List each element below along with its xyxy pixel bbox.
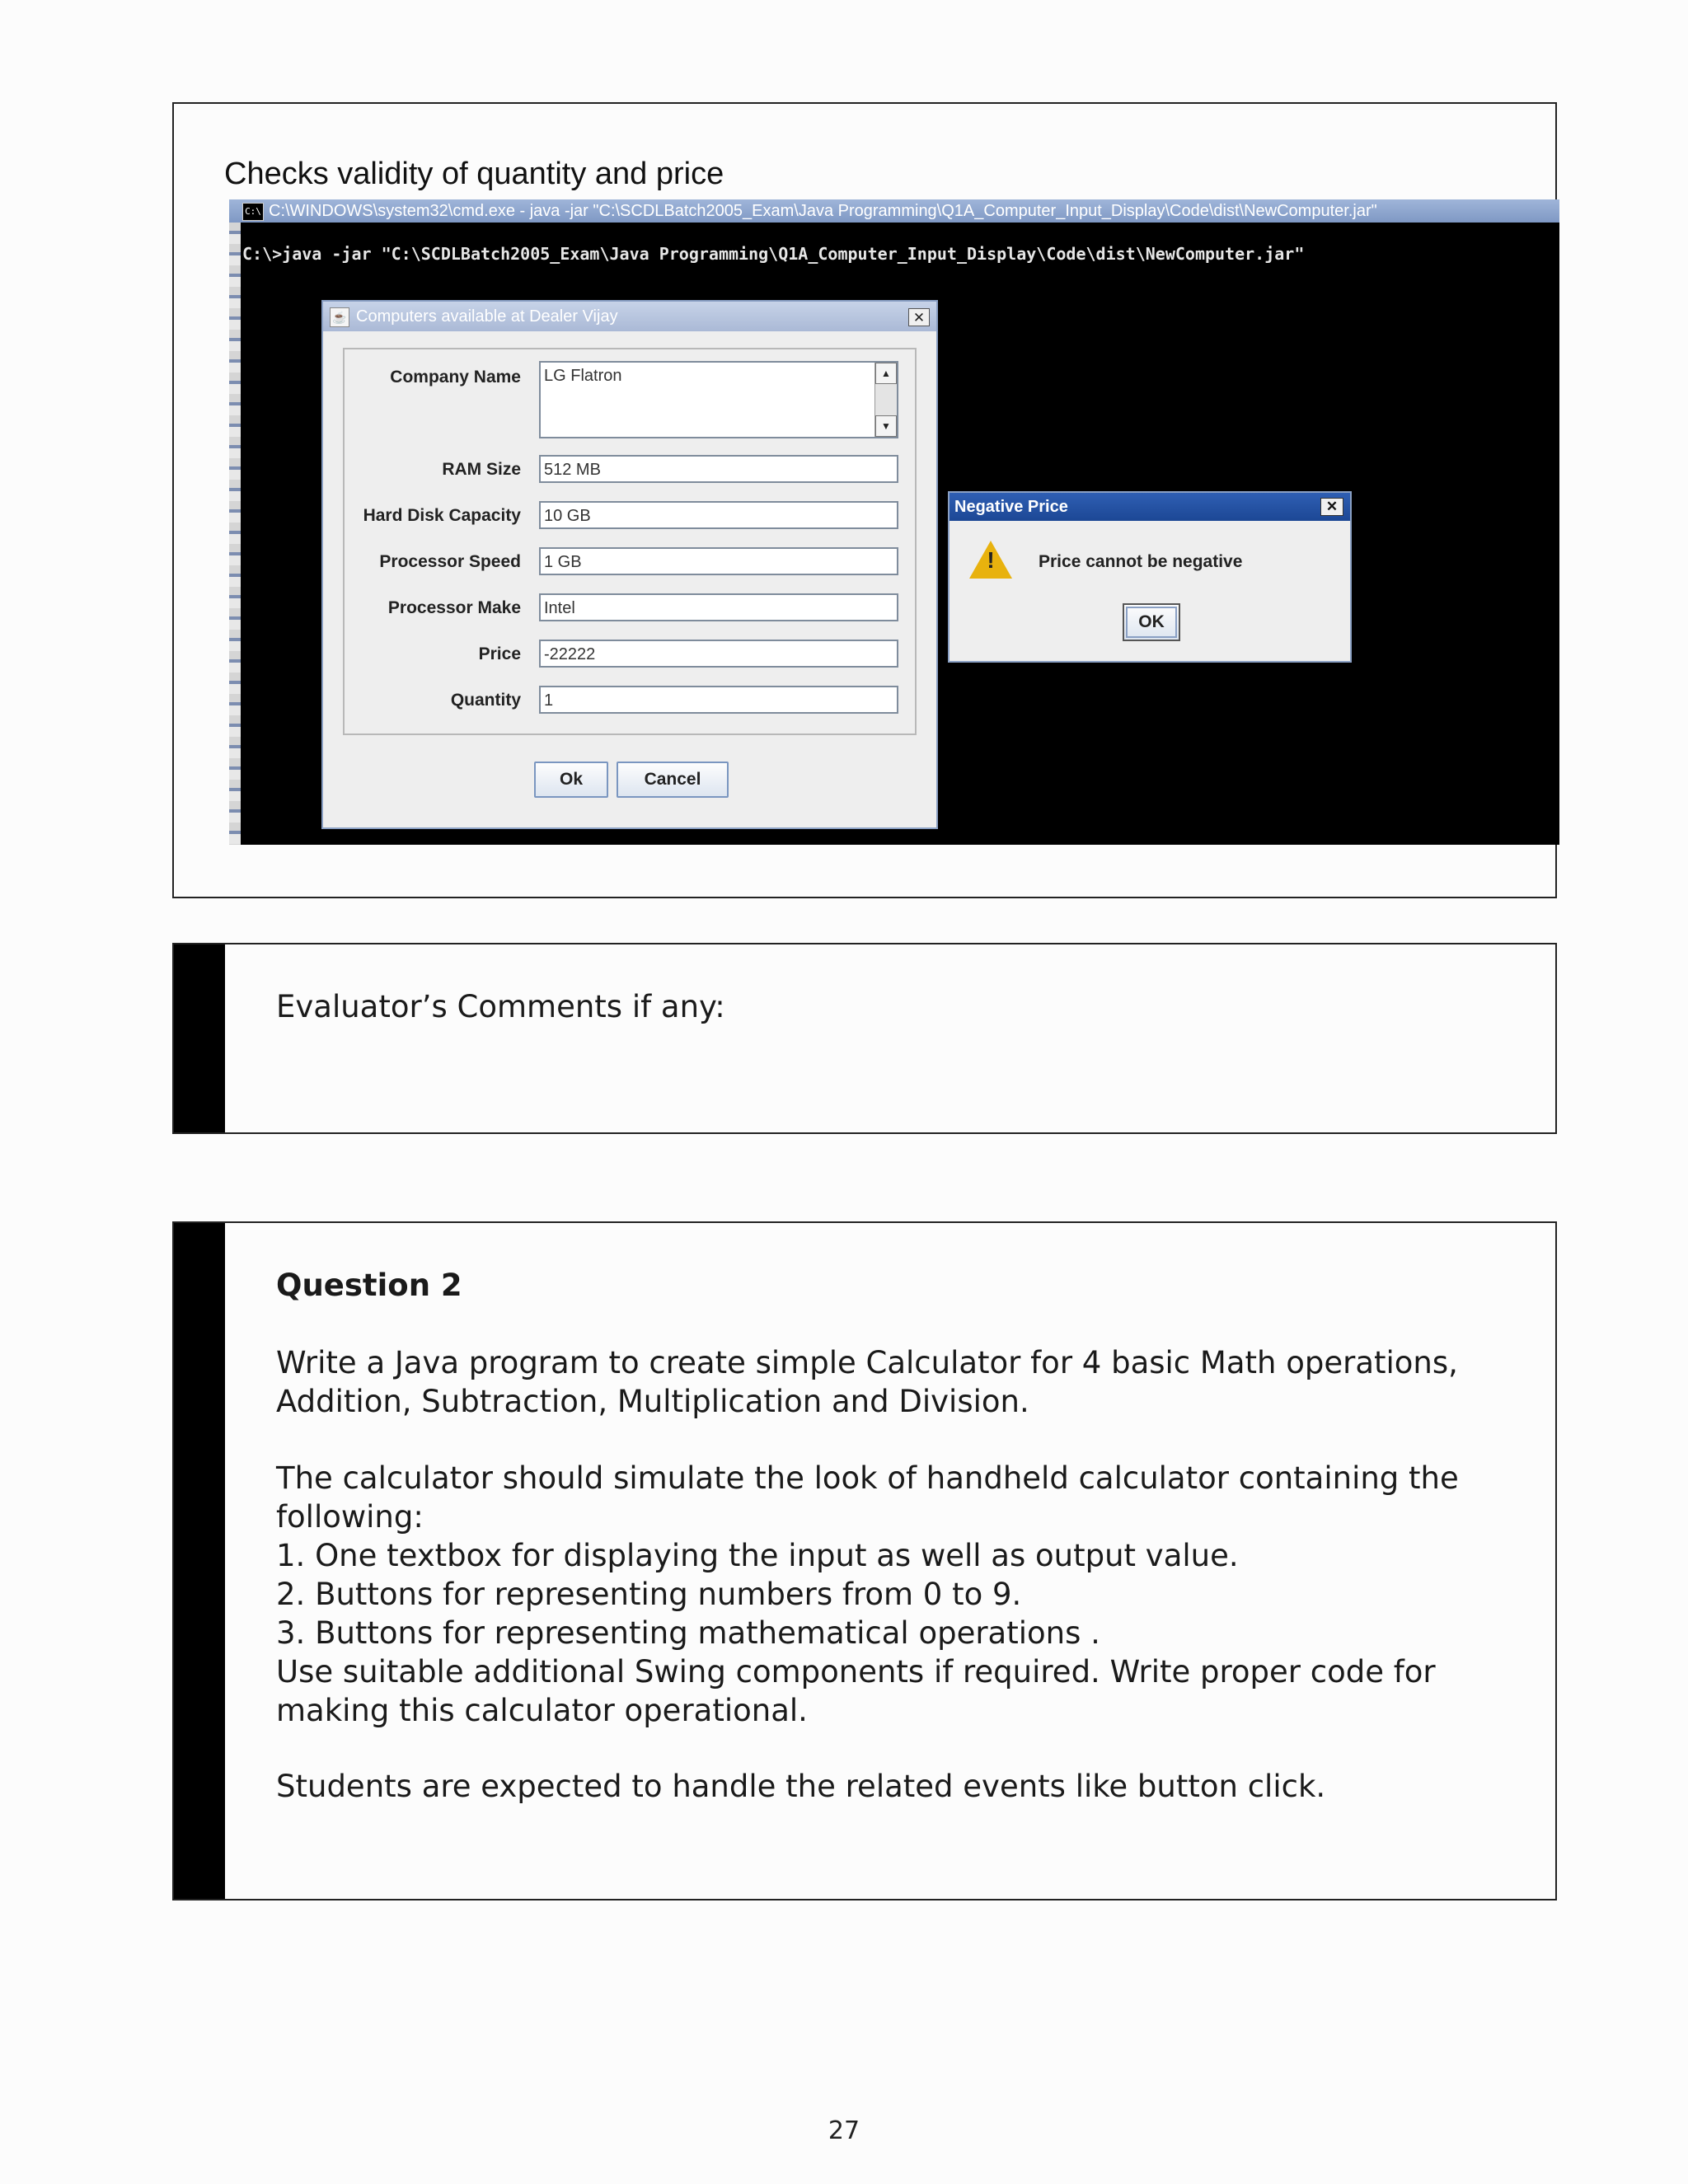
hdd-input[interactable]: 10 GB	[539, 501, 898, 529]
speed-row	[345, 547, 915, 577]
price-row	[345, 640, 915, 669]
list-item: 2. Buttons for representing numbers from 0 to 9.	[276, 1577, 1022, 1612]
price-label: Price	[478, 644, 521, 663]
question-box	[172, 1221, 1557, 1900]
company-label: Company Name	[390, 368, 521, 387]
section-heading: Checks validity of quantity and price	[224, 157, 724, 191]
make-label: Processor Make	[387, 598, 521, 617]
quantity-input[interactable]: 1	[539, 686, 898, 714]
make-input[interactable]: Intel	[539, 593, 898, 621]
question-paragraph-1	[276, 1343, 1506, 1421]
background-window-strip	[229, 223, 241, 845]
computer-input-frame	[321, 300, 938, 829]
frame-title: Computers available at Dealer Vijay	[356, 307, 618, 326]
company-scrollbar[interactable]	[874, 363, 897, 437]
screenshot-box	[172, 102, 1557, 898]
text-line: following:	[276, 1499, 424, 1535]
speed-input[interactable]: 1 GB	[539, 547, 898, 575]
box-sidebar	[174, 944, 225, 1132]
cmd-title-text: C:\WINDOWS\system32\cmd.exe - java -jar "C:\SCDLBatch2005_Exam\Java Programming\Q1A_Computer_Input_Display\Code\dist\NewComputer.jar"	[269, 202, 1377, 220]
cancel-button[interactable]: Cancel	[617, 762, 729, 798]
text-line: Write a Java program to create simple Calculator for 4 basic Math operations,	[276, 1345, 1458, 1380]
list-item: 3. Buttons for representing mathematical operations .	[276, 1615, 1100, 1651]
company-row	[345, 361, 915, 438]
cmd-command-line: C:\>java -jar "C:\SCDLBatch2005_Exam\Java Programming\Q1A_Computer_Input_Display\Code\dist\NewComputer.jar"	[242, 244, 1305, 264]
quantity-row	[345, 686, 915, 715]
console-screenshot	[229, 199, 1559, 845]
page-number: 27	[828, 2116, 860, 2145]
ram-row	[345, 455, 915, 485]
dialog-close-button[interactable]: ✕	[1320, 498, 1343, 516]
question-paragraph-2	[276, 1459, 1506, 1730]
quantity-label: Quantity	[450, 691, 521, 710]
speed-label: Processor Speed	[379, 552, 521, 571]
frame-title-bar[interactable]	[323, 302, 936, 331]
text-line: Addition, Subtraction, Multiplication and Division.	[276, 1384, 1029, 1419]
frame-close-button[interactable]: ✕	[908, 308, 930, 326]
form-panel	[343, 348, 917, 735]
cmd-window-title	[229, 199, 1559, 223]
negative-price-dialog	[948, 491, 1352, 663]
question-paragraph-4: Students are expected to handle the related events like button click.	[276, 1769, 1326, 1804]
ok-button[interactable]: Ok	[534, 762, 608, 798]
hdd-row	[345, 501, 915, 531]
dialog-title-bar[interactable]	[950, 493, 1350, 521]
make-row	[345, 593, 915, 623]
ram-input[interactable]: 512 MB	[539, 455, 898, 483]
evaluator-comments-box	[172, 943, 1557, 1134]
dialog-message: Price cannot be negative	[1039, 552, 1243, 571]
price-input[interactable]: -22222	[539, 640, 898, 668]
cmd-icon: C:\	[242, 203, 264, 221]
ram-label: RAM Size	[442, 460, 521, 479]
company-textarea[interactable]	[539, 361, 898, 438]
hdd-label: Hard Disk Capacity	[363, 506, 521, 525]
box-sidebar	[174, 1223, 225, 1899]
java-cup-icon: ☕	[330, 307, 349, 327]
scroll-down-icon[interactable]: ▼	[875, 415, 897, 437]
dialog-title: Negative Price	[954, 498, 1068, 516]
text-line: making this calculator operational.	[276, 1693, 808, 1728]
warning-mark: !	[987, 547, 995, 573]
text-line: Use suitable additional Swing components if required. Write proper code for	[276, 1654, 1436, 1690]
company-value: LG Flatron	[544, 367, 622, 385]
comments-label: Evaluator’s Comments if any:	[276, 989, 725, 1024]
dialog-ok-button[interactable]: OK	[1123, 603, 1180, 641]
scroll-up-icon[interactable]: ▲	[875, 363, 897, 384]
question-title: Question 2	[276, 1268, 462, 1303]
text-line: The calculator should simulate the look of handheld calculator containing the	[276, 1460, 1459, 1496]
list-item: 1. One textbox for displaying the input as well as output value.	[276, 1538, 1239, 1573]
